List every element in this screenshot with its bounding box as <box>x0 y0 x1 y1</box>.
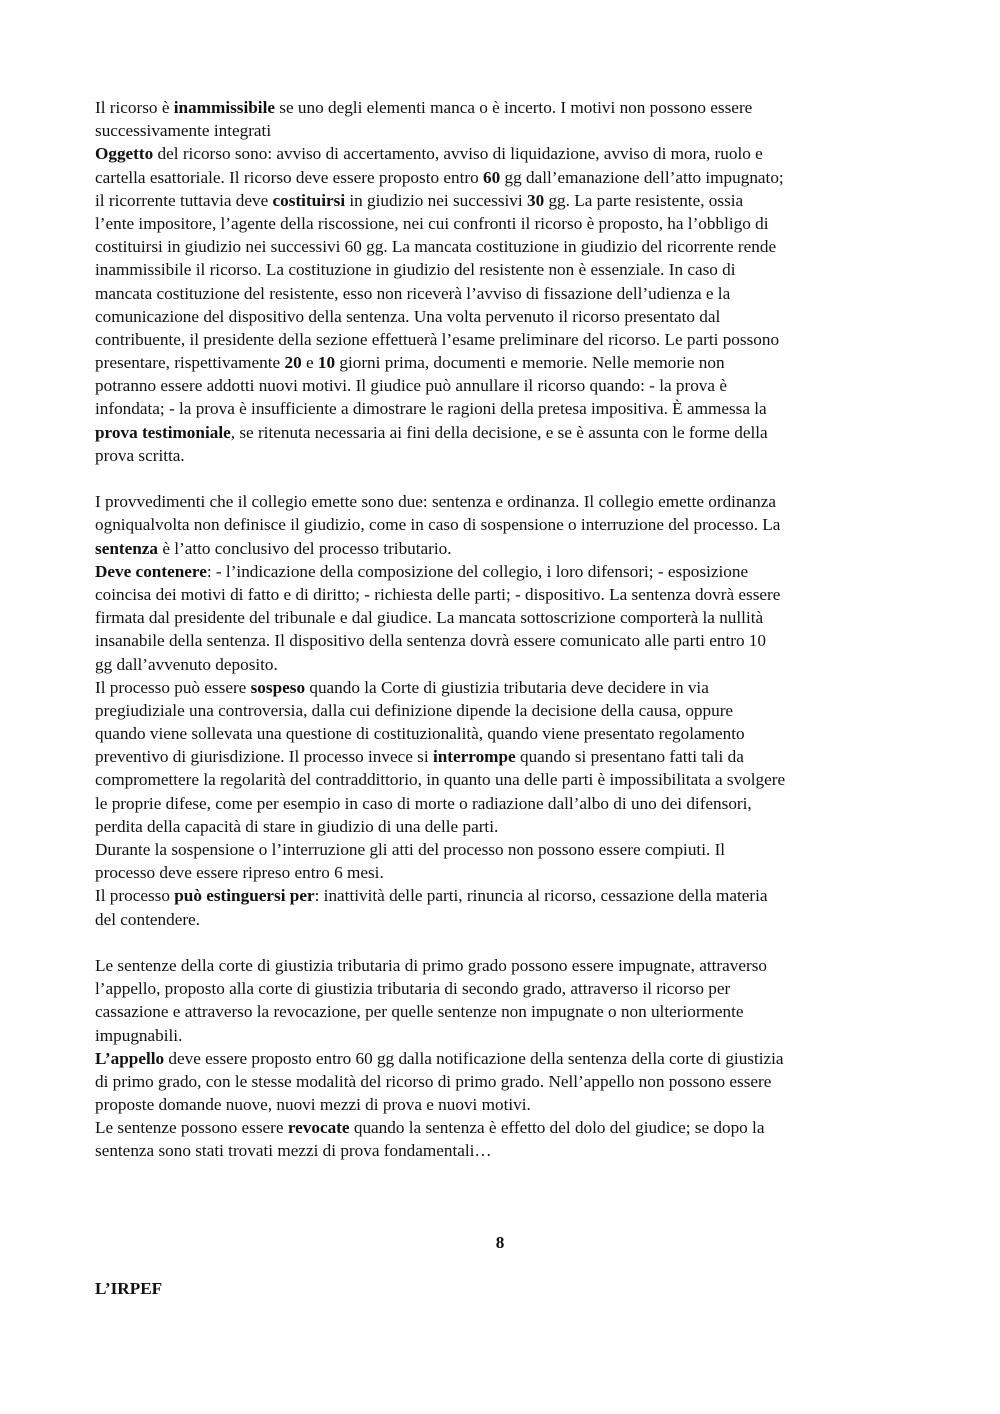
bold-term: 30 <box>526 190 545 210</box>
bold-term: costituirsi <box>272 190 346 210</box>
text-run: gg. La parte resistente, ossia <box>544 190 744 210</box>
text-run: perdita della capacità di stare in giudizio di una delle parti. <box>95 816 499 836</box>
text-run: processo deve essere ripreso entro 6 mesi. <box>95 863 384 883</box>
text-line <box>95 328 925 351</box>
bold-term: sospeso <box>250 677 306 697</box>
text-line <box>95 560 925 583</box>
text-line <box>95 977 925 1000</box>
text-line <box>95 838 925 861</box>
text-run: , se ritenuta necessaria ai fini della decisione, e se è assunta con le forme della <box>230 422 768 442</box>
text-run: Il processo <box>95 886 175 906</box>
text-line <box>95 606 925 629</box>
page-number: 8 <box>495 1233 505 1252</box>
text-line <box>95 305 925 328</box>
text-run: giorni prima, documenti e memorie. Nelle memorie non <box>335 353 725 373</box>
text-line <box>95 768 925 791</box>
text-line <box>95 96 925 119</box>
text-line <box>95 722 925 745</box>
text-run: proposte domande nuove, nuovi mezzi di prova e nuovi motivi. <box>95 1095 531 1115</box>
text-line <box>95 537 925 560</box>
text-run: costituirsi in giudizio nei successivi 60 gg. La mancata costituzione in giudizio del ricorrente rende <box>95 237 777 257</box>
bold-term: sentenza <box>95 538 159 558</box>
text-run: del contendere. <box>95 909 200 929</box>
text-line <box>95 629 925 652</box>
text-run: Durante la sospensione o l’interruzione gli atti del processo non possono essere compiuti. Il <box>95 840 726 859</box>
text-run: l’ente impositore, l’agente della riscossione, nei cui confronti il ricorso è proposto, ha l’obbligo di <box>95 213 769 233</box>
text-run: gg dall’emanazione dell’atto impugnato; <box>500 167 784 187</box>
text-line <box>95 189 925 212</box>
text-line <box>95 351 925 374</box>
text-block <box>95 954 925 1163</box>
text-run: Le sentenze possono essere <box>95 1118 288 1138</box>
text-run: successivamente integrati <box>95 121 272 141</box>
text-line <box>95 374 925 397</box>
text-run: comunicazione del dispositivo della sentenza. Una volta pervenuto il ricorso presentato dal <box>95 306 721 326</box>
text-line <box>95 676 925 699</box>
text-line <box>95 1116 925 1139</box>
text-run: firmata dal presidente del tribunale e dal giudice. La mancata sottoscrizione comporterà la nullità <box>95 608 764 628</box>
text-line <box>95 1000 925 1023</box>
text-run: compromettere la regolarità del contraddittorio, in quanto una delle parti è impossibilitata a svolgere <box>95 770 786 790</box>
text-line <box>95 908 925 931</box>
text-run: preventivo di giurisdizione. Il processo invece si <box>95 747 433 767</box>
text-block <box>95 490 925 931</box>
text-run: quando la sentenza è effetto del dolo del giudice; se dopo la <box>349 1118 765 1138</box>
text-line <box>95 212 925 235</box>
text-line <box>95 258 925 281</box>
bold-term: Oggetto <box>95 144 154 164</box>
bold-term: 20 <box>284 353 302 373</box>
text-line <box>95 699 925 722</box>
text-line <box>95 954 925 977</box>
text-run: in giudizio nei successivi <box>345 190 527 210</box>
text-run: gg dall’avvenuto deposito. <box>95 654 278 674</box>
text-run: : inattività delle parti, rinuncia al ricorso, cessazione della materia <box>314 886 768 906</box>
paragraph-gap <box>95 931 925 954</box>
text-run: impugnabili. <box>95 1025 183 1045</box>
text-line <box>95 119 925 142</box>
text-line <box>95 513 925 536</box>
text-line <box>95 653 925 676</box>
text-run: del ricorso sono: avviso di accertamento, avviso di liquidazione, avviso di mora, ruolo e <box>153 144 763 164</box>
text-run: potranno essere addotti nuovi motivi. Il giudice può annullare il ricorso quando: - la prova è <box>95 376 727 396</box>
text-line <box>95 397 925 420</box>
text-run: l’appello, proposto alla corte di giustizia tributaria di secondo grado, attraverso il ricorso per <box>95 979 731 999</box>
text-line <box>95 490 925 513</box>
text-run: insanabile della sentenza. Il dispositivo della sentenza dovrà essere comunicato alle parti entro 10 <box>95 631 767 651</box>
text-run: coincisa dei motivi di fatto e di diritto; - richiesta delle parti; - dispositivo. La sentenza dovrà essere <box>95 584 781 604</box>
bold-term: revocate <box>287 1118 350 1138</box>
text-run: quando si presentano fatti tali da <box>515 747 744 767</box>
text-run: contribuente, il presidente della sezione effettuerà l’esame preliminare del ricorso. Le parti possono <box>95 329 780 349</box>
bold-term: prova testimoniale <box>95 422 231 442</box>
text-line <box>95 884 925 907</box>
bold-term: Deve contenere <box>95 561 207 581</box>
text-line <box>95 142 925 165</box>
text-line <box>95 815 925 838</box>
text-block <box>95 96 925 467</box>
text-run: il ricorrente tuttavia deve <box>95 190 273 210</box>
text-run: presentare, rispettivamente <box>95 353 285 373</box>
text-line <box>95 792 925 815</box>
text-run: di primo grado, con le stesse modalità del ricorso di primo grado. Nell’appello non possono essere <box>95 1071 772 1091</box>
text-run: cartella esattoriale. Il ricorso deve essere proposto entro <box>95 167 483 187</box>
document-body <box>95 96 925 1163</box>
text-line <box>95 166 925 189</box>
text-run: I provvedimenti che il collegio emette sono due: sentenza e ordinanza. Il collegio emette ordinanza <box>95 492 777 512</box>
text-run: infondata; - la prova è insufficiente a dimostrare le ragioni della pretesa impositiva. È ammessa la <box>95 399 767 419</box>
text-run: e <box>301 353 318 373</box>
bold-term: può estinguersi per <box>174 886 315 906</box>
bold-term: inammissibile <box>173 98 275 117</box>
section-heading: L’IRPEF <box>95 1279 163 1298</box>
text-line <box>95 1024 925 1047</box>
text-run: quando la Corte di giustizia tributaria deve decidere in via <box>305 677 709 697</box>
text-line <box>95 1047 925 1070</box>
text-line <box>95 444 925 467</box>
text-line <box>95 1070 925 1093</box>
text-run: pregiudiziale una controversia, dalla cui definizione dipende la decisione della causa, oppure <box>95 700 734 720</box>
text-line <box>95 1139 925 1162</box>
bold-term: 60 <box>483 167 501 187</box>
bold-term: L’appello <box>95 1048 165 1068</box>
text-run: Le sentenze della corte di giustizia tributaria di primo grado possono essere impugnate, attraverso <box>95 955 767 975</box>
bold-term: interrompe <box>432 747 516 767</box>
text-run: è l’atto conclusivo del processo tributario. <box>158 538 452 558</box>
text-line <box>95 583 925 606</box>
text-run: quando viene sollevata una questione di costituzionalità, quando viene presentato regolamento <box>95 724 745 744</box>
text-line <box>95 861 925 884</box>
text-run: Il ricorso è <box>95 98 174 117</box>
text-run: Il processo può essere <box>95 677 251 697</box>
text-line <box>95 745 925 768</box>
text-run: se uno degli elementi manca o è incerto. I motivi non possono essere <box>274 98 753 117</box>
text-run: deve essere proposto entro 60 gg dalla notificazione della sentenza della corte di giustizia <box>164 1048 784 1068</box>
text-run: sentenza sono stati trovati mezzi di prova fondamentali… <box>95 1141 492 1161</box>
text-run: le proprie difese, come per esempio in caso di morte o radiazione dall’albo di uno dei difensori, <box>95 793 752 813</box>
text-run: ogniqualvolta non definisce il giudizio, come in caso di sospensione o interruzione del processo. La <box>95 515 781 535</box>
text-run: cassazione e attraverso la revocazione, per quelle sentenze non impugnate o non ulteriormente <box>95 1002 744 1022</box>
text-line <box>95 421 925 444</box>
text-line <box>95 1093 925 1116</box>
text-run: prova scritta. <box>95 445 185 465</box>
paragraph-gap <box>95 467 925 490</box>
text-run: mancata costituzione del resistente, esso non riceverà l’avviso di fissazione dell’udienza e la <box>95 283 731 303</box>
text-run: inammissibile il ricorso. La costituzione in giudizio del resistente non è essenziale. In caso di <box>95 260 736 280</box>
text-run: : - l’indicazione della composizione del collegio, i loro difensori; - esposizione <box>206 561 749 581</box>
bold-term: 10 <box>317 353 336 373</box>
text-line <box>95 282 925 305</box>
text-line <box>95 235 925 258</box>
